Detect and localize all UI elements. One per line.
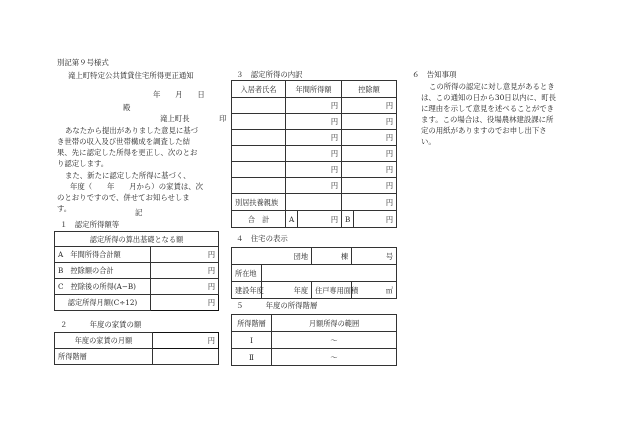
gou-cell: 号 <box>352 248 397 265</box>
section-4-heading: ４ 住宅の表示 <box>236 234 288 243</box>
income-basis-header: 認定所得の算出基礎となる額 <box>55 232 219 247</box>
monthly-income-label: 認定所得月額(C÷12) <box>55 295 151 311</box>
intro-line-7: のとおりですので、併せてお知らせしま <box>57 193 190 202</box>
rent-value: 円 <box>153 333 219 349</box>
floor-1-range: ～ <box>272 332 397 349</box>
resident-name-cell <box>232 130 286 146</box>
floor-2-range: ～ <box>272 349 397 366</box>
income-floor-table <box>231 314 397 366</box>
col-income-floor: 所得階層 <box>232 315 272 332</box>
intro-line-6: 年度（ 年 月から）の家賃は、次 <box>70 182 204 191</box>
deduction-total-value: 円 <box>151 263 219 279</box>
document-title: 滝上町特定公共賃貸住宅所得更正通知 <box>68 71 194 80</box>
col-annual-income: 年間所得額 <box>286 81 342 98</box>
date-line: 年 月 日 <box>153 90 205 99</box>
deduction-cell: 円 <box>342 178 397 194</box>
notice-line-4: ます。この場合は、役場農林建設課に所 <box>421 115 554 124</box>
income-cell: 円 <box>286 98 342 114</box>
housing-table <box>231 247 397 299</box>
danchi-cell: 団地 <box>232 248 312 265</box>
col-monthly-range: 月額所得の範囲 <box>272 315 397 332</box>
deduction-cell: 円 <box>342 130 397 146</box>
deduction-cell: 円 <box>342 146 397 162</box>
notice-line-6: い。 <box>421 137 436 146</box>
resident-name-cell <box>232 146 286 162</box>
income-floor-value <box>153 349 219 365</box>
income-cell: 円 <box>286 130 342 146</box>
deduction-cell: 円 <box>342 162 397 178</box>
col-deduction: 控除額 <box>342 81 397 98</box>
floor-area-label: 住戸専用面積 <box>312 282 352 299</box>
income-cell: 円 <box>286 114 342 130</box>
total-b-label: B <box>342 211 354 228</box>
location-value <box>262 265 397 282</box>
total-a-label: A <box>286 211 298 228</box>
total-a-value: 円 <box>298 211 342 228</box>
section-2-heading: ２ 年度の家賃の額 <box>60 320 142 329</box>
built-year-value: 年度 <box>262 282 312 299</box>
col-resident-name: 入居者氏名 <box>232 81 286 98</box>
notice-line-3: に理由を示して意見を述べることができ <box>421 104 555 113</box>
floor-area-value: ㎡ <box>352 282 397 299</box>
dependents-deduction-cell: 円 <box>342 194 397 211</box>
issuer: 滝上町長 印 <box>160 114 227 123</box>
income-after-deduction-value: 円 <box>151 279 219 295</box>
intro-line-1: あなたから提出がありました意見に基づ <box>65 126 199 135</box>
resident-name-cell <box>232 162 286 178</box>
floor-2-label: Ⅱ <box>232 349 272 366</box>
resident-name-cell <box>232 98 286 114</box>
income-cell: 円 <box>286 146 342 162</box>
income-cell: 円 <box>286 162 342 178</box>
income-floor-label: 所得階層 <box>55 349 153 365</box>
form-number: 別記第９号様式 <box>57 58 109 67</box>
notice-line-5: 定の用紙がありますのでお申し出下さ <box>421 126 547 135</box>
location-label: 所在地 <box>232 265 262 282</box>
income-breakdown-table <box>231 80 397 228</box>
intro-line-2: き世帯の収入及び世帯構成を調査した結 <box>57 137 191 146</box>
total-label: 合 計 <box>232 211 286 228</box>
resident-name-cell <box>232 178 286 194</box>
addressee: 殿 <box>123 103 131 112</box>
intro-line-3: 果、先に認定した所得を更正し、次のとお <box>57 148 198 157</box>
floor-1-label: Ⅰ <box>232 332 272 349</box>
intro-line-5: また、新たに認定した所得に基づく、 <box>65 171 191 180</box>
annual-income-value: 円 <box>151 247 219 263</box>
resident-name-cell <box>232 114 286 130</box>
deduction-total-label: B 控除額の合計 <box>55 263 151 279</box>
monthly-income-value: 円 <box>151 295 219 311</box>
deduction-cell: 円 <box>342 98 397 114</box>
section-1-heading: １ 認定所得額等 <box>60 220 120 229</box>
separate-dependents-label: 別居扶養親族 <box>232 194 286 211</box>
intro-line-4: り認定します。 <box>57 159 109 168</box>
section-6-heading: ６ 告知事項 <box>412 70 457 79</box>
section-5-heading: ５ 年度の所得階層 <box>236 301 318 310</box>
section-3-heading: ３ 認定所得の内訳 <box>236 70 303 79</box>
intro-line-8: す。 <box>57 204 72 213</box>
ki-label: 記 <box>135 208 143 217</box>
deduction-cell: 円 <box>342 114 397 130</box>
tou-cell: 棟 <box>312 248 352 265</box>
notice-line-2: は、この通知の日から30日以内に、町長 <box>421 93 557 102</box>
income-after-deduction-label: C 控除後の所得(A−B) <box>55 279 151 295</box>
notice-line-1: この所得の認定に対し意見があるとき <box>429 82 555 91</box>
built-year-label: 建設年度 <box>232 282 262 299</box>
rent-table <box>54 332 219 365</box>
income-basis-table <box>54 231 219 311</box>
total-b-value: 円 <box>354 211 397 228</box>
income-cell: 円 <box>286 178 342 194</box>
rent-label: 年度の家賃の月額 <box>55 333 153 349</box>
annual-income-label: A 年間所得合計額 <box>55 247 151 263</box>
dependents-income-cell <box>286 194 342 211</box>
